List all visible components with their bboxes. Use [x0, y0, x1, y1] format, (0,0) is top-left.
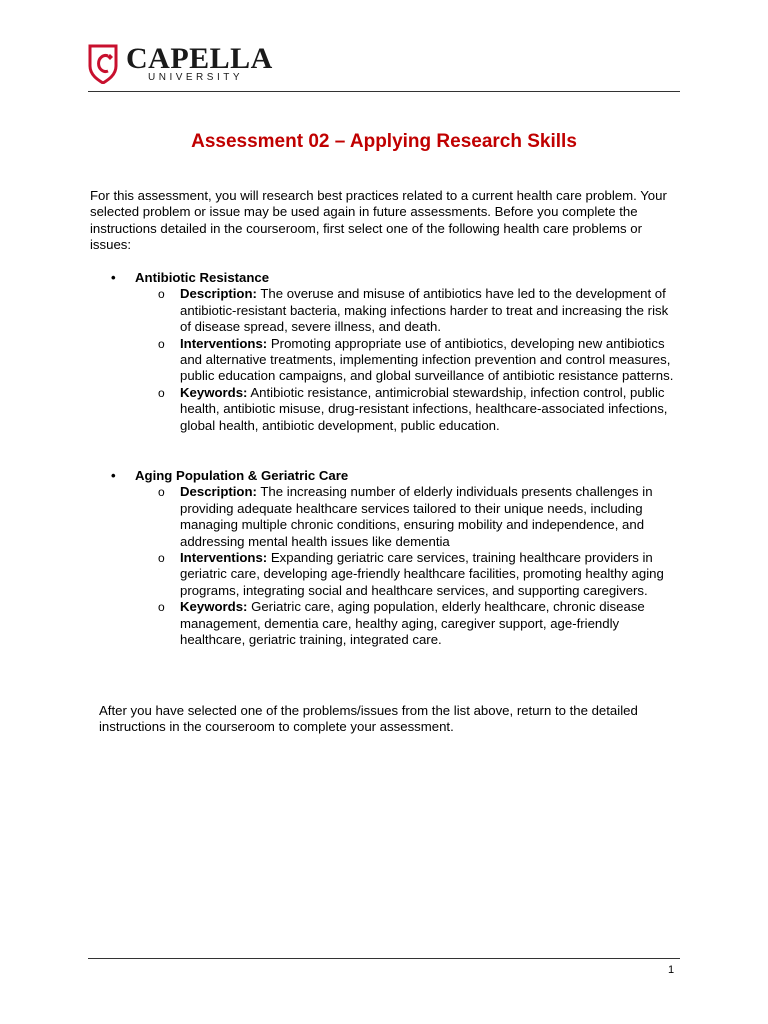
- circle-bullet-icon: o: [158, 385, 165, 400]
- topic-heading-text: Antibiotic Resistance: [135, 270, 270, 285]
- logo-wordmark: CAPELLA: [126, 42, 273, 75]
- item-label: Interventions:: [180, 335, 268, 351]
- item-label: Description:: [180, 286, 257, 302]
- circle-bullet-icon: o: [158, 287, 165, 302]
- item-label: Keywords:: [180, 599, 248, 615]
- item-text: Expanding geriatric care services, training healthcare providers in geriatric care, developing age-friendly healthcare facilities, promoting healthy aging programs, integrating social and healthcare services, and supporting caregivers.: [180, 550, 664, 598]
- item-label: Keywords:: [180, 384, 248, 400]
- item-label: Description:: [180, 484, 257, 500]
- topic-item: [90, 599, 680, 648]
- item-text: Promoting appropriate use of antibiotics, developing new antibiotics and alternative treatments, implementing infection prevention and control measures, public education campaigns, and global surveillance of antibiotic resistance patterns.: [180, 335, 674, 384]
- circle-bullet-icon: o: [158, 600, 165, 615]
- topic-aging-population: [90, 468, 680, 648]
- page-number: 1: [668, 964, 675, 976]
- item-text: The overuse and misuse of antibiotics have led to the development of antibiotic-resistant bacteria, making infections harder to treat and increasing the risk of disease spread, severe illness, and death.: [180, 286, 669, 335]
- closing-paragraph: After you have selected one of the problems/issues from the list above, return to the detailed instructions in the courseroom to complete your assessment.: [99, 703, 638, 735]
- topic-antibiotic-resistance: [90, 270, 680, 434]
- circle-bullet-icon: o: [158, 551, 165, 566]
- logo-subtitle: UNIVERSITY: [148, 72, 244, 83]
- bullet-icon: •: [111, 270, 116, 285]
- item-label: Interventions:: [180, 550, 268, 566]
- page-title: Assessment 02 – Applying Research Skills: [191, 131, 577, 152]
- item-text: Antibiotic resistance, antimicrobial stewardship, infection control, public health, antibiotic misuse, drug-resistant infections, healthcare-associated infections, global health, antibiotic development, public education.: [180, 384, 668, 433]
- topic-heading-text: Aging Population & Geriatric Care: [135, 468, 349, 483]
- topic-item: [90, 484, 680, 550]
- topic-item: [90, 336, 680, 385]
- topic-item: [90, 385, 680, 434]
- intro-paragraph: For this assessment, you will research best practices related to a current health care problem. Your selected problem or issue may be used again in future assessments. Before you complete the instructions detailed in the courseroom, first select one of the following health care problems or issues:: [90, 188, 667, 253]
- bullet-icon: •: [111, 468, 116, 483]
- item-text: Geriatric care, aging population, elderly healthcare, chronic disease management, dementia care, healthy aging, caregiver support, age-friendly healthcare, geriatric training, integrated care.: [180, 599, 645, 648]
- topic-item: [90, 550, 680, 599]
- capella-shield-icon: [88, 44, 118, 84]
- circle-bullet-icon: o: [158, 336, 165, 351]
- topic-heading: [90, 270, 680, 286]
- footer-divider: [88, 958, 680, 959]
- topic-item: [90, 286, 680, 335]
- item-text: The increasing number of elderly individuals presents challenges in providing adequate healthcare services tailored to their unique needs, including managing multiple chronic conditions, ensuring mobility and independence, and addressing mental health issues like dementia: [180, 484, 653, 549]
- topic-heading: [90, 468, 680, 484]
- header-divider: [88, 91, 680, 92]
- circle-bullet-icon: o: [158, 485, 165, 500]
